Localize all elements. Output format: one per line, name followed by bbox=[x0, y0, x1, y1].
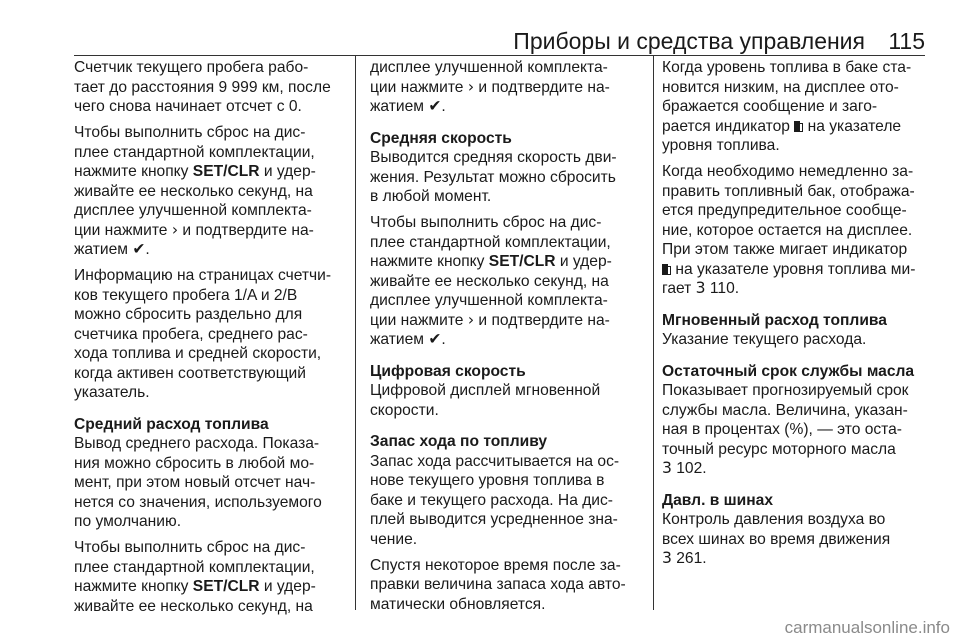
text-line: тает до расстояния 9 999 км, после bbox=[74, 78, 331, 96]
checkmark-icon: ✔ bbox=[428, 330, 442, 348]
fuel-pump-icon bbox=[794, 120, 803, 132]
chevron-right-icon: › bbox=[467, 77, 475, 96]
text-line: мент, при этом новый отсчет нач- bbox=[74, 474, 316, 491]
text-line: дисплее улучшенной комплекта- bbox=[370, 292, 608, 309]
text-line: счетчика пробега, среднего рас- bbox=[74, 325, 308, 343]
text-line: жатием bbox=[370, 331, 429, 348]
text-line: гает bbox=[662, 280, 696, 297]
text-line: когда активен соответствующий bbox=[74, 364, 306, 382]
text-line: 110. bbox=[705, 280, 740, 297]
text-line: и подтвердите на- bbox=[474, 311, 610, 329]
text-line: и удер- bbox=[259, 578, 316, 595]
text-line: Чтобы выполнить сброс на дис- bbox=[370, 214, 602, 231]
page-title: Приборы и средства управления bbox=[513, 28, 865, 54]
paragraph bbox=[74, 538, 350, 616]
section-heading: Мгновенный расход топлива bbox=[662, 311, 887, 329]
text-line: Вывод среднего расхода. Показа- bbox=[74, 435, 320, 452]
text-line: плее стандартной комплектации, bbox=[370, 233, 611, 251]
text-line: дисплее улучшенной комплекта- bbox=[74, 202, 312, 219]
text-line: . bbox=[145, 241, 150, 258]
paragraph bbox=[370, 58, 655, 117]
text-line: Информацию на страницах счетчи- bbox=[74, 267, 332, 284]
text-line: Счетчик текущего пробега рабо- bbox=[74, 59, 309, 76]
text-line: и подтвердите на- bbox=[474, 78, 610, 96]
text-line: точный ресурс моторного масла bbox=[662, 440, 896, 458]
text-line: Контроль давления воздуха во bbox=[662, 511, 886, 528]
text-line: править топливный бак, отобража- bbox=[662, 182, 915, 200]
page-reference-icon: 3 bbox=[695, 279, 706, 297]
page-header bbox=[0, 0, 960, 56]
text-line: жатием bbox=[370, 98, 429, 115]
text-line: жения. Результат можно сбросить bbox=[370, 168, 616, 186]
page-reference-icon: 3 bbox=[662, 459, 672, 477]
text-line: указатель. bbox=[74, 384, 150, 401]
text-line: бражается сообщение и заго- bbox=[662, 98, 878, 115]
chevron-right-icon: › bbox=[171, 220, 179, 239]
text-line: по умолчанию. bbox=[74, 513, 182, 530]
paragraph bbox=[370, 556, 655, 615]
text-line: . bbox=[441, 331, 446, 348]
text-line: ции нажмите bbox=[370, 311, 468, 329]
text-line: ции нажмите bbox=[74, 221, 172, 239]
text-line: нажмите кнопку bbox=[74, 163, 193, 180]
text-line: дисплее улучшенной комплекта- bbox=[370, 59, 608, 76]
button-name: SET/CLR bbox=[192, 578, 260, 595]
text-line: Спустя некоторое время после за- bbox=[370, 556, 621, 574]
text-line: службы масла. Величина, указан- bbox=[662, 401, 908, 419]
text-line: живайте ее несколько секунд, на bbox=[74, 182, 313, 200]
text-line: ется предупредительное сообще- bbox=[662, 202, 907, 219]
fuel-pump-icon bbox=[662, 263, 671, 275]
text-line: скорости. bbox=[370, 401, 439, 419]
checkmark-icon: ✔ bbox=[428, 97, 442, 115]
text-line: Указание текущего расхода. bbox=[662, 331, 867, 348]
paragraph bbox=[370, 381, 655, 420]
text-line: на указателе bbox=[803, 117, 902, 135]
text-line: правки величина запаса хода авто- bbox=[370, 576, 626, 593]
page-number: 115 bbox=[888, 28, 925, 54]
paragraph bbox=[662, 58, 927, 156]
text-line: и подтвердите на- bbox=[178, 221, 314, 239]
text-line: Чтобы выполнить сброс на дис- bbox=[74, 539, 306, 556]
text-line: Запас хода рассчитывается на ос- bbox=[370, 452, 620, 470]
paragraph bbox=[662, 162, 927, 299]
text-line: плее стандартной комплектации, bbox=[74, 558, 315, 576]
text-line: рается индикатор bbox=[662, 117, 795, 135]
text-line: Цифровой дисплей мгновенной bbox=[370, 382, 601, 399]
text-line: чение. bbox=[370, 530, 418, 548]
section-heading: Запас хода по топливу bbox=[370, 433, 548, 450]
paragraph bbox=[74, 123, 350, 260]
text-line: в любой момент. bbox=[370, 188, 492, 205]
paragraph bbox=[662, 510, 927, 569]
button-name: SET/CLR bbox=[488, 253, 556, 270]
text-line: на указателе уровня топлива ми- bbox=[671, 260, 916, 278]
text-line: нется со значения, используемого bbox=[74, 493, 322, 511]
text-line: новится низким, на дисплее ото- bbox=[662, 78, 899, 96]
section-heading: Давл. в шинах bbox=[662, 491, 773, 509]
text-line: Чтобы выполнить сброс на дис- bbox=[74, 124, 306, 141]
text-line: Когда уровень топлива в баке ста- bbox=[662, 59, 912, 76]
text-line: живайте ее несколько секунд, на bbox=[370, 272, 609, 290]
column-1 bbox=[74, 58, 350, 623]
text-line: . bbox=[441, 98, 446, 115]
section-heading: Цифровая скорость bbox=[370, 362, 526, 380]
page-reference-icon: 3 bbox=[662, 549, 672, 567]
text-line: всех шинах во время движения bbox=[662, 530, 891, 548]
text-line: ков текущего пробега 1/A и 2/B bbox=[74, 286, 298, 304]
column-3 bbox=[662, 58, 927, 575]
text-line: При этом также мигает индикатор bbox=[662, 241, 908, 258]
text-line: нажмите кнопку bbox=[370, 253, 489, 270]
text-line: баке и текущего расхода. На дис- bbox=[370, 491, 613, 509]
text-line: ции нажмите bbox=[370, 78, 468, 96]
text-line: можно сбросить раздельно для bbox=[74, 306, 303, 323]
button-name: SET/CLR bbox=[192, 163, 260, 180]
text-line: хода топлива и средней скорости, bbox=[74, 345, 322, 362]
section-heading: Средний расход топлива bbox=[74, 415, 269, 433]
chevron-right-icon: › bbox=[467, 310, 475, 329]
text-line: 261. bbox=[671, 550, 707, 567]
paragraph bbox=[662, 381, 927, 479]
text-line: Когда необходимо немедленно за- bbox=[662, 163, 914, 180]
text-line: матически обновляется. bbox=[370, 595, 546, 613]
text-line: нажмите кнопку bbox=[74, 578, 193, 595]
text-line: плее стандартной комплектации, bbox=[74, 143, 315, 161]
text-line: живайте ее несколько секунд, на bbox=[74, 597, 313, 615]
paragraph bbox=[74, 266, 350, 403]
text-line: жатием bbox=[74, 241, 133, 258]
text-line: 102. bbox=[671, 460, 707, 477]
text-line: нове текущего уровня топлива в bbox=[370, 472, 605, 489]
paragraph bbox=[74, 434, 350, 532]
column-2 bbox=[370, 58, 655, 621]
text-line: плей выводится усредненное зна- bbox=[370, 511, 618, 528]
text-line: и удер- bbox=[259, 163, 316, 180]
column-divider bbox=[355, 56, 356, 610]
section-heading: Остаточный срок службы масла bbox=[662, 362, 915, 380]
paragraph bbox=[370, 148, 655, 207]
header-rule bbox=[74, 55, 925, 56]
text-line: ная в процентах (%), — это оста- bbox=[662, 421, 903, 438]
paragraph bbox=[662, 330, 927, 350]
checkmark-icon: ✔ bbox=[132, 240, 146, 258]
text-line: уровня топлива. bbox=[662, 137, 780, 154]
text-line: Показывает прогнозируемый срок bbox=[662, 382, 909, 399]
section-heading: Средняя скорость bbox=[370, 129, 512, 147]
text-line: чего снова начинает отсчет с 0. bbox=[74, 98, 302, 115]
text-line: и удер- bbox=[555, 253, 612, 270]
paragraph bbox=[370, 452, 655, 550]
text-line: Выводится средняя скорость дви- bbox=[370, 149, 617, 166]
paragraph bbox=[74, 58, 350, 117]
watermark: carmanualsonline.info bbox=[784, 618, 950, 637]
paragraph bbox=[370, 213, 655, 350]
text-line: ние, которое остается на дисплее. bbox=[662, 221, 913, 239]
text-line: ния можно сбросить в любой мо- bbox=[74, 454, 315, 472]
